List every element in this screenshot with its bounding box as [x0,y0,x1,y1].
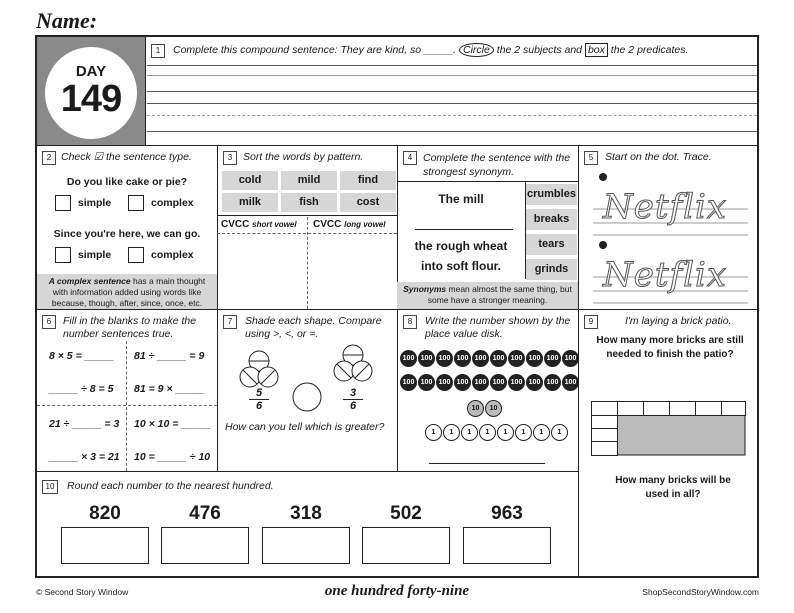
q2-note [37,274,217,309]
q8-tens-row [467,397,527,417]
q3-col-divider [307,217,308,309]
hundred-disk: 100 [544,350,561,367]
q10-number-1: 820 [89,503,121,524]
q10-answer-box-1[interactable] [61,527,149,564]
q6-eq-3[interactable]: _____ ÷ 8 = 5 [49,383,114,395]
q5-trace-word-1: Netflix [603,187,728,227]
q7-question: How can you tell which is greater? [225,421,385,433]
q3-word-cold[interactable]: cold [222,171,278,190]
q9-title: I'm laying a brick patio. [625,315,732,327]
ten-disk: 10 [485,400,502,417]
name-label: Name: [36,8,98,33]
q10-answer-box-4[interactable] [362,527,450,564]
q10-number: 10 [42,480,58,494]
q8-title: Write the number shown by the place value disk. [425,315,571,340]
one-disk: 1 [551,424,568,441]
q2-complex-label-1: complex [151,196,194,209]
q3-word-milk[interactable]: milk [222,193,278,212]
q7-frac1-den: 6 [255,400,263,412]
one-disk: 1 [533,424,550,441]
one-disk: 1 [425,424,442,441]
hundred-disk: 100 [490,374,507,391]
hundred-disk: 100 [454,350,471,367]
q2-simple-label-2: simple [77,248,112,261]
q5-title: Start on the dot. Trace. [605,151,712,163]
ten-disk: 10 [467,400,484,417]
q2-complex-label-2: complex [151,248,194,261]
q3-header-line [217,215,397,216]
q5-trace-word-2: Netflix [603,255,728,295]
hundred-disk: 100 [490,350,507,367]
q9-brick-grid [591,401,747,457]
hundred-disk: 100 [472,374,489,391]
q3-col-underline [217,233,397,234]
q6-eq-6[interactable]: 10 × 10 = _____ [134,418,211,430]
q3-number: 3 [223,151,237,165]
q2-sentence-1: Do you like cake or pie? [66,176,188,188]
q3-title: Sort the words by pattern. [243,151,364,163]
q4-number: 4 [403,151,417,165]
day-label: DAY [75,63,107,80]
q7-frac2-num: 3 [343,387,363,400]
q4-header-line [397,181,578,182]
q7-fraction-2 [343,387,363,412]
q10-answer-box-2[interactable] [161,527,249,564]
q4-note-rest: mean almost the same thing, but some have a stronger meaning. [427,284,572,305]
q5-trace-area[interactable] [583,165,755,307]
q2-simple-label-1: simple [77,196,112,209]
q2-title: Check ☑ the sentence type. [61,151,192,163]
q10-number-2: 476 [189,503,221,524]
worksheet [35,35,759,578]
footer-website: ShopSecondStoryWindow.com [642,587,759,597]
hundred-disk: 100 [418,374,435,391]
q4-option-tears[interactable]: tears [526,234,577,255]
hundred-disk: 100 [436,350,453,367]
q3-word-fish[interactable]: fish [281,193,337,212]
q6-eq-5[interactable]: 21 ÷ _____ = 3 [49,418,120,430]
q8-hundreds-row-1 [400,347,580,367]
q4-answer-line[interactable] [415,229,513,230]
q1-text-mid: the 2 subjects and [496,44,583,56]
hundred-disk: 100 [418,350,435,367]
row-divider-3 [37,471,578,472]
hundred-disk: 100 [544,374,561,391]
q4-option-breaks[interactable]: breaks [526,209,577,230]
day-circle [45,47,137,139]
q7-frac2-den: 6 [349,400,357,412]
q1-box-word: box [585,43,608,57]
q10-answer-box-3[interactable] [262,527,350,564]
q9-question-b: How many bricks will be used in all? [615,475,731,500]
q4-note [397,282,578,309]
hundred-disk: 100 [508,350,525,367]
q4-line2: the rough wheat [414,239,508,253]
day-number: 149 [60,78,122,120]
footer-copyright: © Second Story Window [36,587,129,597]
q7-title: Shade each shape. Compare using >, <, or =. [245,315,382,340]
q1-writing-lines[interactable] [147,65,757,143]
q2-options-1 [55,195,194,211]
q6-eq-1[interactable]: 8 × 5 = _____ [49,350,114,362]
q2-number: 2 [42,151,56,165]
one-disk: 1 [515,424,532,441]
hundred-disk: 100 [562,350,579,367]
q10-number-5: 963 [491,503,523,524]
q3-word-mild[interactable]: mild [281,171,337,190]
q1-prompt [173,44,753,56]
q4-option-crumbles[interactable]: crumbles [526,184,577,205]
q2-check-complex-2[interactable] [128,247,144,263]
hundred-disk: 100 [526,350,543,367]
one-disk: 1 [497,424,514,441]
q10-title: Round each number to the nearest hundred. [67,480,274,492]
q4-line1: The mill [438,192,484,206]
hundred-disk: 100 [454,374,471,391]
q7-shapes-svg [219,343,395,413]
q2-check-simple-1[interactable] [55,195,71,211]
day-panel [37,37,145,145]
hundred-disk: 100 [436,374,453,391]
q6-eq-4[interactable]: 81 = 9 × _____ [134,383,205,395]
q8-ones-row [425,421,575,441]
q6-eq-7[interactable]: _____ × 3 = 21 [49,451,120,463]
q6-title: Fill in the blanks to make the number sentences true. [63,315,197,340]
q10-number-4: 502 [390,503,422,524]
q1-text-before: Complete this compound sentence: They are kind, so _____. [173,44,457,56]
q9-question-a: How many more bricks are still needed to finish the patio? [596,335,744,360]
q3-col2-pattern: CVCC [313,219,342,230]
hundred-disk: 100 [508,374,525,391]
q7-fraction-1 [249,387,269,412]
col-divider-day [145,37,146,145]
hundred-disk: 100 [472,350,489,367]
q10-number-3: 318 [290,503,322,524]
q2-note-rest: has a main thought with information added using words like because, though, after, since, once, etc. [51,276,206,308]
hundred-disk: 100 [562,374,579,391]
q4-line3: into soft flour. [421,259,501,273]
q1-number: 1 [151,44,165,58]
q3-col1-header [221,219,297,230]
q6-eq-2[interactable]: 81 ÷ _____ = 9 [134,350,205,362]
hundred-disk: 100 [400,374,417,391]
q7-number: 7 [223,315,237,329]
q5-number: 5 [584,151,598,165]
q1-circle-word: Circle [459,43,494,57]
one-disk: 1 [461,424,478,441]
q9-number: 9 [584,315,598,329]
q4-option-grinds[interactable]: grinds [526,259,577,280]
q3-col1-pattern: CVCC [221,219,250,230]
q7-shapes[interactable] [219,343,395,413]
q3-col1-label: short vowel [252,220,297,229]
hundred-disk: 100 [526,374,543,391]
q8-answer-line[interactable] [429,463,545,464]
q2-sentence-2: Since you're here, we can go. [53,228,201,240]
q3-word-cost[interactable]: cost [340,193,396,212]
q3-col2-header [313,219,385,230]
q9-brick-svg [591,401,747,457]
one-disk: 1 [479,424,496,441]
q3-word-find[interactable]: find [340,171,396,190]
q7-frac1-num: 5 [249,387,269,400]
q6-eq-8[interactable]: 10 = _____ ÷ 10 [134,451,211,463]
q4-note-bold: Synonyms [403,284,447,294]
q3-col2-label: long vowel [344,220,386,229]
q4-title: Complete the sentence with the strongest synonym. [423,152,571,178]
one-disk: 1 [443,424,460,441]
q6-mid-divider [126,341,127,471]
q2-options-2 [55,247,194,263]
footer-page-words: one hundred forty-nine [324,583,470,599]
q1-text-end: the 2 predicates. [610,44,689,56]
q2-check-complex-1[interactable] [128,195,144,211]
hundred-disk: 100 [400,350,417,367]
q10-answer-box-5[interactable] [463,527,551,564]
q6-h-divider [37,405,217,406]
q6-number: 6 [42,315,56,329]
q8-hundreds-row-2 [400,371,580,391]
q2-note-bold: A complex sentence [48,276,131,286]
q8-number: 8 [403,315,417,329]
q2-check-simple-2[interactable] [55,247,71,263]
col-divider-a [217,145,218,471]
